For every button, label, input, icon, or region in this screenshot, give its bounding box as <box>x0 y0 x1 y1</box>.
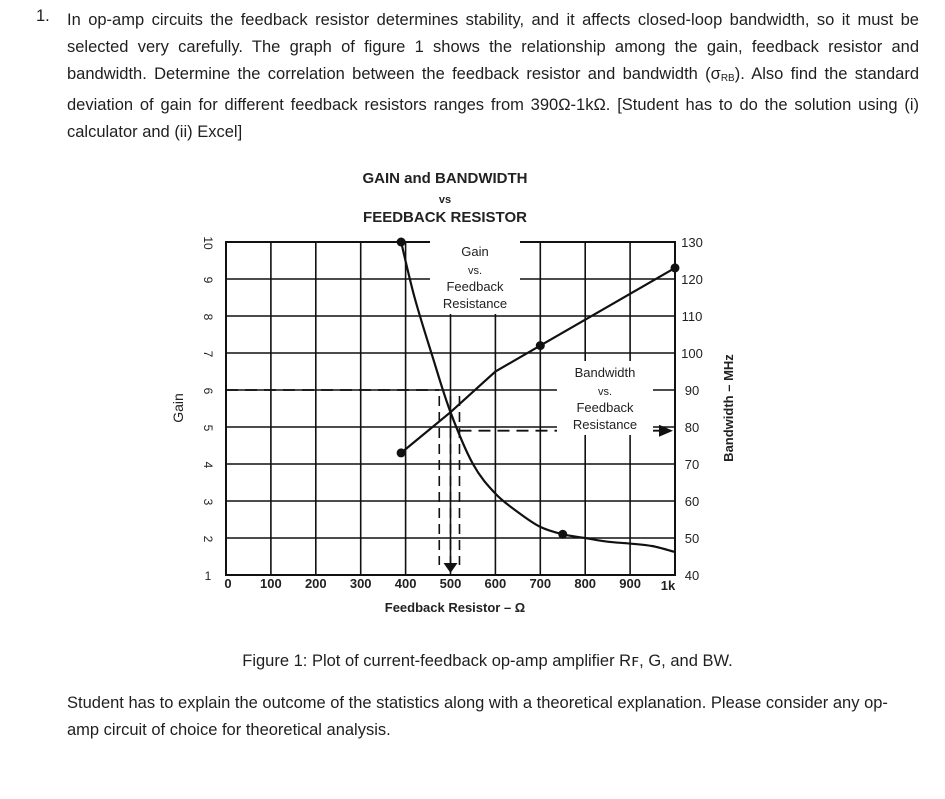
bandwidth-series-label: vs. <box>597 386 613 398</box>
y-left-tick-label: 10 <box>201 236 215 250</box>
gain-marker <box>397 238 406 247</box>
y-right-tick-label: 110 <box>681 309 703 324</box>
footer-text: Student has to explain the outcome of the statistics along with a theoretical explanation. Please consider any op-amp circuit of choice for theoretical analysis. <box>67 694 888 739</box>
y-right-tick-label: 130 <box>681 235 703 250</box>
y-left-tick-label: 1 <box>204 569 212 583</box>
y-left-tick-label: 8 <box>201 313 215 321</box>
y-right-tick-label: 100 <box>681 346 703 361</box>
x-tick-label: 1k <box>660 578 676 593</box>
x-tick-label: 700 <box>529 576 552 591</box>
resistor-reference-arrow <box>444 563 458 573</box>
y-left-tick-label: 4 <box>201 461 215 469</box>
x-tick-label: 100 <box>260 576 282 591</box>
y-right-tick-label: 120 <box>681 272 703 287</box>
bandwidth-series-label: Resistance <box>572 417 638 432</box>
y-left-tick-label: 2 <box>201 535 215 543</box>
gain-marker <box>558 530 567 539</box>
x-tick-label: 400 <box>394 576 417 591</box>
y-left-axis-title: Gain <box>170 393 186 423</box>
x-tick-label: 900 <box>619 576 641 591</box>
question-number: 1. <box>36 7 50 25</box>
y-left-tick-label: 7 <box>201 350 215 358</box>
question-text-part2: ). Also find the standard deviation of gain for different feedback resistors ranges from 390Ω-1kΩ. [Student has to do the solution using (i) calculator and (ii) Excel] <box>67 65 919 141</box>
y-left-tick-label: 3 <box>201 498 215 506</box>
y-right-axis-title: Bandwidth – MHz <box>721 354 736 462</box>
y-right-tick-label: 60 <box>684 494 700 509</box>
y-right-tick-label: 90 <box>684 383 700 398</box>
x-tick-label: 800 <box>574 576 597 591</box>
bandwidth-series-label: Feedback <box>576 400 634 415</box>
chart-title-line: vs <box>438 194 452 206</box>
gain-series-label: Resistance <box>442 296 508 311</box>
y-right-tick-label: 40 <box>684 568 700 583</box>
y-left-tick-label: 6 <box>201 387 215 395</box>
x-tick-label: 500 <box>439 576 462 591</box>
x-tick-label: 300 <box>349 576 372 591</box>
gain-series-label: vs. <box>467 265 483 277</box>
y-right-tick-label: 80 <box>684 420 700 435</box>
bandwidth-marker <box>536 341 545 350</box>
x-tick-label: 0 <box>224 576 232 591</box>
question-subscript: RB <box>720 73 735 84</box>
figure-caption: Figure 1: Plot of current-feedback op-amp amplifier Rꜰ, G, and BW. <box>242 652 733 670</box>
question-text-part1: In op-amp circuits the feedback resistor determines stability, and it affects closed-loop bandwidth, so it must be selected very carefully. The graph of figure 1 shows the relationship among the gain, feedback resistor and bandwidth. Determine the correlation between the feedback resistor and bandwidth (σ <box>67 11 919 83</box>
y-left-tick-label: 5 <box>201 424 215 432</box>
y-right-tick-label: 50 <box>684 531 700 546</box>
x-tick-label: 600 <box>484 576 507 591</box>
bandwidth-marker <box>671 263 680 272</box>
chart-title-line: GAIN and BANDWIDTH <box>362 170 528 187</box>
bandwidth-series-label: Bandwidth <box>574 365 636 380</box>
gain-series-label: Gain <box>461 244 489 259</box>
x-tick-label: 200 <box>304 576 327 591</box>
chart-labels <box>430 240 653 435</box>
y-right-tick-label: 70 <box>684 457 700 472</box>
bandwidth-marker <box>397 448 406 457</box>
x-axis-title: Feedback Resistor – Ω <box>384 600 526 615</box>
y-left-tick-label: 9 <box>201 276 215 284</box>
gain-series-label: Feedback <box>446 279 504 294</box>
chart-title-line: FEEDBACK RESISTOR <box>363 209 527 226</box>
chart-title <box>363 170 528 226</box>
